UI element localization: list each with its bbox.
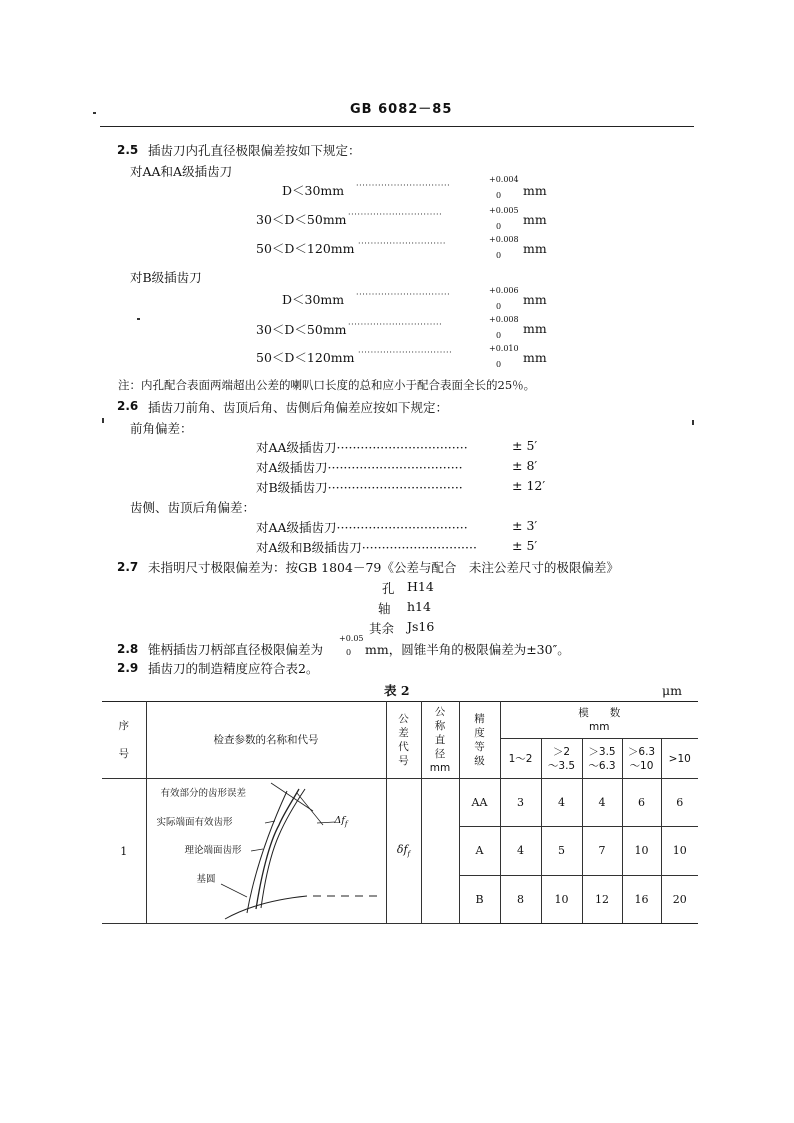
rake-row-b-value: ± 12′	[512, 478, 546, 493]
header-nom-1: 公	[434, 706, 446, 718]
module-range-2-bottom: ～3.5	[547, 759, 576, 772]
module-range-1	[500, 739, 541, 779]
module-range-4-top: ＞6.3	[627, 745, 656, 758]
value-cell	[500, 779, 541, 827]
scan-mark	[102, 418, 104, 423]
value-cell	[661, 827, 698, 875]
header-nom-3: 直	[434, 734, 446, 746]
hole-key: 孔	[382, 581, 395, 596]
module-range-4	[622, 739, 661, 779]
diagram-title: 有效部分的齿形误差	[160, 788, 247, 799]
grade-b: B	[475, 892, 484, 906]
side-row-aa-value: ± 3′	[512, 518, 538, 533]
row-b1-unit: mm	[523, 292, 547, 307]
table-unit: μm	[662, 683, 682, 698]
row-a2-cond: 30＜D＜50mm	[256, 212, 347, 227]
module-range-3-bottom: ～6.3	[588, 759, 616, 772]
scan-mark	[692, 420, 694, 425]
row-b2-upper: +0.008	[489, 315, 519, 324]
value-cell	[622, 779, 661, 827]
value-cell	[500, 875, 541, 923]
table-row	[102, 779, 698, 827]
row-b1-dots: ······························	[356, 290, 451, 299]
row1-tol-code	[386, 779, 421, 924]
rake-row-aa-value: ± 5′	[512, 438, 538, 453]
row-a3-upper: +0.008	[489, 235, 519, 244]
header-param	[146, 702, 386, 779]
section-2-7-text: 未指明尺寸极限偏差为：按GB 1804－79《公差与配合 未注公差尺寸的极限偏差》	[148, 560, 619, 575]
module-range-3	[582, 739, 622, 779]
value-cell	[582, 875, 622, 923]
scan-mark	[137, 318, 140, 320]
value-aa-1: 3	[517, 796, 524, 810]
section-2-6-title: 插齿刀前角、齿顶后角、齿侧后角偏差应按如下规定：	[148, 400, 449, 415]
value-a-4: 10	[634, 844, 649, 858]
tooth-profile-diagram	[147, 779, 386, 923]
header-param-label: 检查参数的名称和代号	[213, 734, 319, 746]
row1-diagram-cell	[146, 779, 386, 924]
grade-cell	[459, 827, 500, 875]
value-b-2: 10	[554, 892, 569, 906]
group-b-label: 对B级插齿刀	[130, 270, 202, 285]
row-b1-lower: 0	[496, 302, 502, 311]
value-cell	[500, 827, 541, 875]
tooth-profile-drawing	[147, 779, 387, 923]
row-a1-unit: mm	[523, 183, 547, 198]
value-b-5: 20	[672, 892, 687, 906]
value-cell	[622, 875, 661, 923]
header-seq-2: 号	[118, 748, 129, 760]
row-b3-lower: 0	[496, 360, 502, 369]
header-seq-1: 序	[118, 720, 129, 732]
rake-row-a: 对A级插齿刀··································	[256, 460, 463, 475]
other-value: Js16	[407, 619, 435, 634]
section-2-8-upper: +0.05	[339, 634, 364, 643]
row-b3-dots: ······························	[358, 348, 453, 357]
section-2-5-title: 插齿刀内孔直径极限偏差按如下规定：	[148, 143, 361, 158]
header-module-title: 模 数	[578, 707, 621, 719]
row-b3-cond: 50＜D＜120mm	[256, 350, 355, 365]
side-row-ab: 对A级和B级插齿刀·····························	[256, 540, 477, 555]
value-b-1: 8	[517, 892, 524, 906]
header-grade	[459, 702, 500, 779]
value-aa-4: 6	[638, 796, 645, 810]
value-cell	[541, 779, 582, 827]
header-module	[500, 702, 698, 739]
row-b2-lower: 0	[496, 331, 502, 340]
row-a3-lower: 0	[496, 251, 502, 260]
section-2-5-note: 注：内孔配合表面两端超出公差的喇叭口长度的总和应小于配合表面全长的25％。	[118, 378, 536, 392]
row-a3-dots: ····························	[358, 239, 447, 248]
row-a3-unit: mm	[523, 241, 547, 256]
other-key: 其余	[369, 621, 395, 636]
header-grade-3: 等	[474, 741, 485, 753]
side-row-aa: 对AA级插齿刀·································	[256, 520, 468, 535]
header-rule	[100, 126, 694, 127]
rake-label: 前角偏差：	[130, 421, 193, 436]
row1-tol-code-sub: f	[407, 850, 411, 859]
side-row-ab-value: ± 5′	[512, 538, 538, 553]
header-nom	[421, 702, 459, 779]
grade-a: A	[475, 844, 484, 858]
row-b1-upper: +0.006	[489, 286, 519, 295]
group-a-label: 对AA和A级插齿刀	[130, 164, 233, 179]
value-b-3: 12	[595, 892, 609, 906]
section-2-8-post: mm，圆锥半角的极限偏差为±30″。	[365, 642, 570, 657]
row-a1-lower: 0	[496, 191, 502, 200]
header-tol-2: 差	[398, 727, 409, 739]
grade-cell	[459, 779, 500, 827]
scan-mark	[93, 112, 96, 114]
header-seq	[102, 702, 146, 779]
value-a-2: 5	[558, 844, 565, 858]
row-b3-upper: +0.010	[489, 344, 519, 353]
module-range-3-top: ＞3.5	[588, 745, 616, 758]
header-tol-1: 公	[398, 713, 409, 725]
row-a2-upper: +0.005	[489, 206, 519, 215]
section-2-9-number: 2.9	[117, 661, 139, 675]
module-range-2	[541, 739, 582, 779]
hole-value: H14	[407, 579, 434, 594]
header-nom-4: 径	[434, 748, 446, 760]
grade-aa: AA	[471, 796, 488, 810]
header-grade-1: 精	[474, 713, 485, 725]
rake-row-aa: 对AA级插齿刀·································	[256, 440, 468, 455]
header-tol-3: 代	[398, 741, 409, 753]
value-a-5: 10	[672, 844, 687, 858]
section-2-8-lower: 0	[346, 648, 352, 657]
header-tol	[386, 702, 421, 779]
value-aa-3: 4	[598, 796, 606, 810]
row-b2-cond: 30＜D＜50mm	[256, 322, 347, 337]
row-a1-dots: ······························	[356, 181, 451, 190]
row-a2-lower: 0	[496, 222, 502, 231]
section-2-7-number: 2.7	[117, 560, 139, 574]
section-2-5-number: 2.5	[117, 143, 139, 157]
row1-seq-value: 1	[120, 844, 128, 858]
header-nom-5: mm	[429, 762, 451, 774]
shaft-value: h14	[407, 599, 431, 614]
value-aa-2: 4	[558, 796, 565, 810]
value-cell	[622, 827, 661, 875]
table-caption: 表 2	[384, 683, 410, 698]
module-range-4-bottom: ～10	[629, 759, 654, 772]
row-a2-unit: mm	[523, 212, 547, 227]
diagram-theory-profile: 理论端面齿形	[184, 845, 242, 856]
diagram-actual-profile: 实际端面有效齿形	[156, 817, 233, 828]
page-header: GB 6082－85	[350, 102, 453, 117]
table-2	[102, 701, 698, 924]
value-cell	[541, 875, 582, 923]
section-2-8-pre: 锥柄插齿刀柄部直径极限偏差为	[148, 642, 324, 657]
header-grade-2: 度	[474, 727, 485, 739]
module-range-5-label: >10	[668, 752, 691, 765]
diagram-delta-label	[335, 815, 348, 828]
row-a3-cond: 50＜D＜120mm	[256, 241, 355, 256]
grade-cell	[459, 875, 500, 923]
header-grade-4: 级	[474, 755, 485, 767]
row-a1-cond: D＜30mm	[282, 183, 345, 198]
shaft-key: 轴	[378, 601, 391, 616]
value-b-4: 16	[634, 892, 649, 906]
diagram-base-circle: 基圆	[196, 874, 216, 885]
row-a1-upper: +0.004	[489, 175, 519, 184]
row1-tol-code-text: δf	[396, 843, 408, 857]
section-2-8-number: 2.8	[117, 642, 139, 656]
module-range-2-top: ＞2	[552, 745, 571, 758]
value-cell	[582, 827, 622, 875]
header-nom-2: 称	[434, 720, 446, 732]
row-b3-unit: mm	[523, 350, 547, 365]
row-a2-dots: ······························	[348, 210, 443, 219]
section-2-9-text: 插齿刀的制造精度应符合表2。	[148, 661, 319, 676]
header-module-unit: mm	[589, 721, 610, 733]
module-range-1-label: 1～2	[508, 752, 533, 765]
row-b2-dots: ······························	[348, 320, 443, 329]
header-tol-4: 号	[398, 755, 409, 767]
side-label: 齿侧、齿顶后角偏差：	[130, 500, 256, 515]
row1-seq	[102, 779, 146, 924]
value-a-1: 4	[517, 844, 524, 858]
rake-row-a-value: ± 8′	[512, 458, 538, 473]
module-range-5	[661, 739, 698, 779]
row-b2-unit: mm	[523, 321, 547, 336]
rake-row-b: 对B级插齿刀··································	[256, 480, 463, 495]
value-cell	[661, 779, 698, 827]
value-cell	[541, 827, 582, 875]
row-b1-cond: D＜30mm	[282, 292, 345, 307]
value-a-3: 7	[598, 844, 606, 858]
value-cell	[661, 875, 698, 923]
diagram-delta-sub: f	[344, 819, 348, 828]
diagram-delta-text: Δf	[334, 815, 345, 826]
value-aa-5: 6	[676, 796, 684, 810]
value-cell	[582, 779, 622, 827]
section-2-6-number: 2.6	[117, 399, 139, 413]
row1-nominal	[421, 779, 459, 924]
